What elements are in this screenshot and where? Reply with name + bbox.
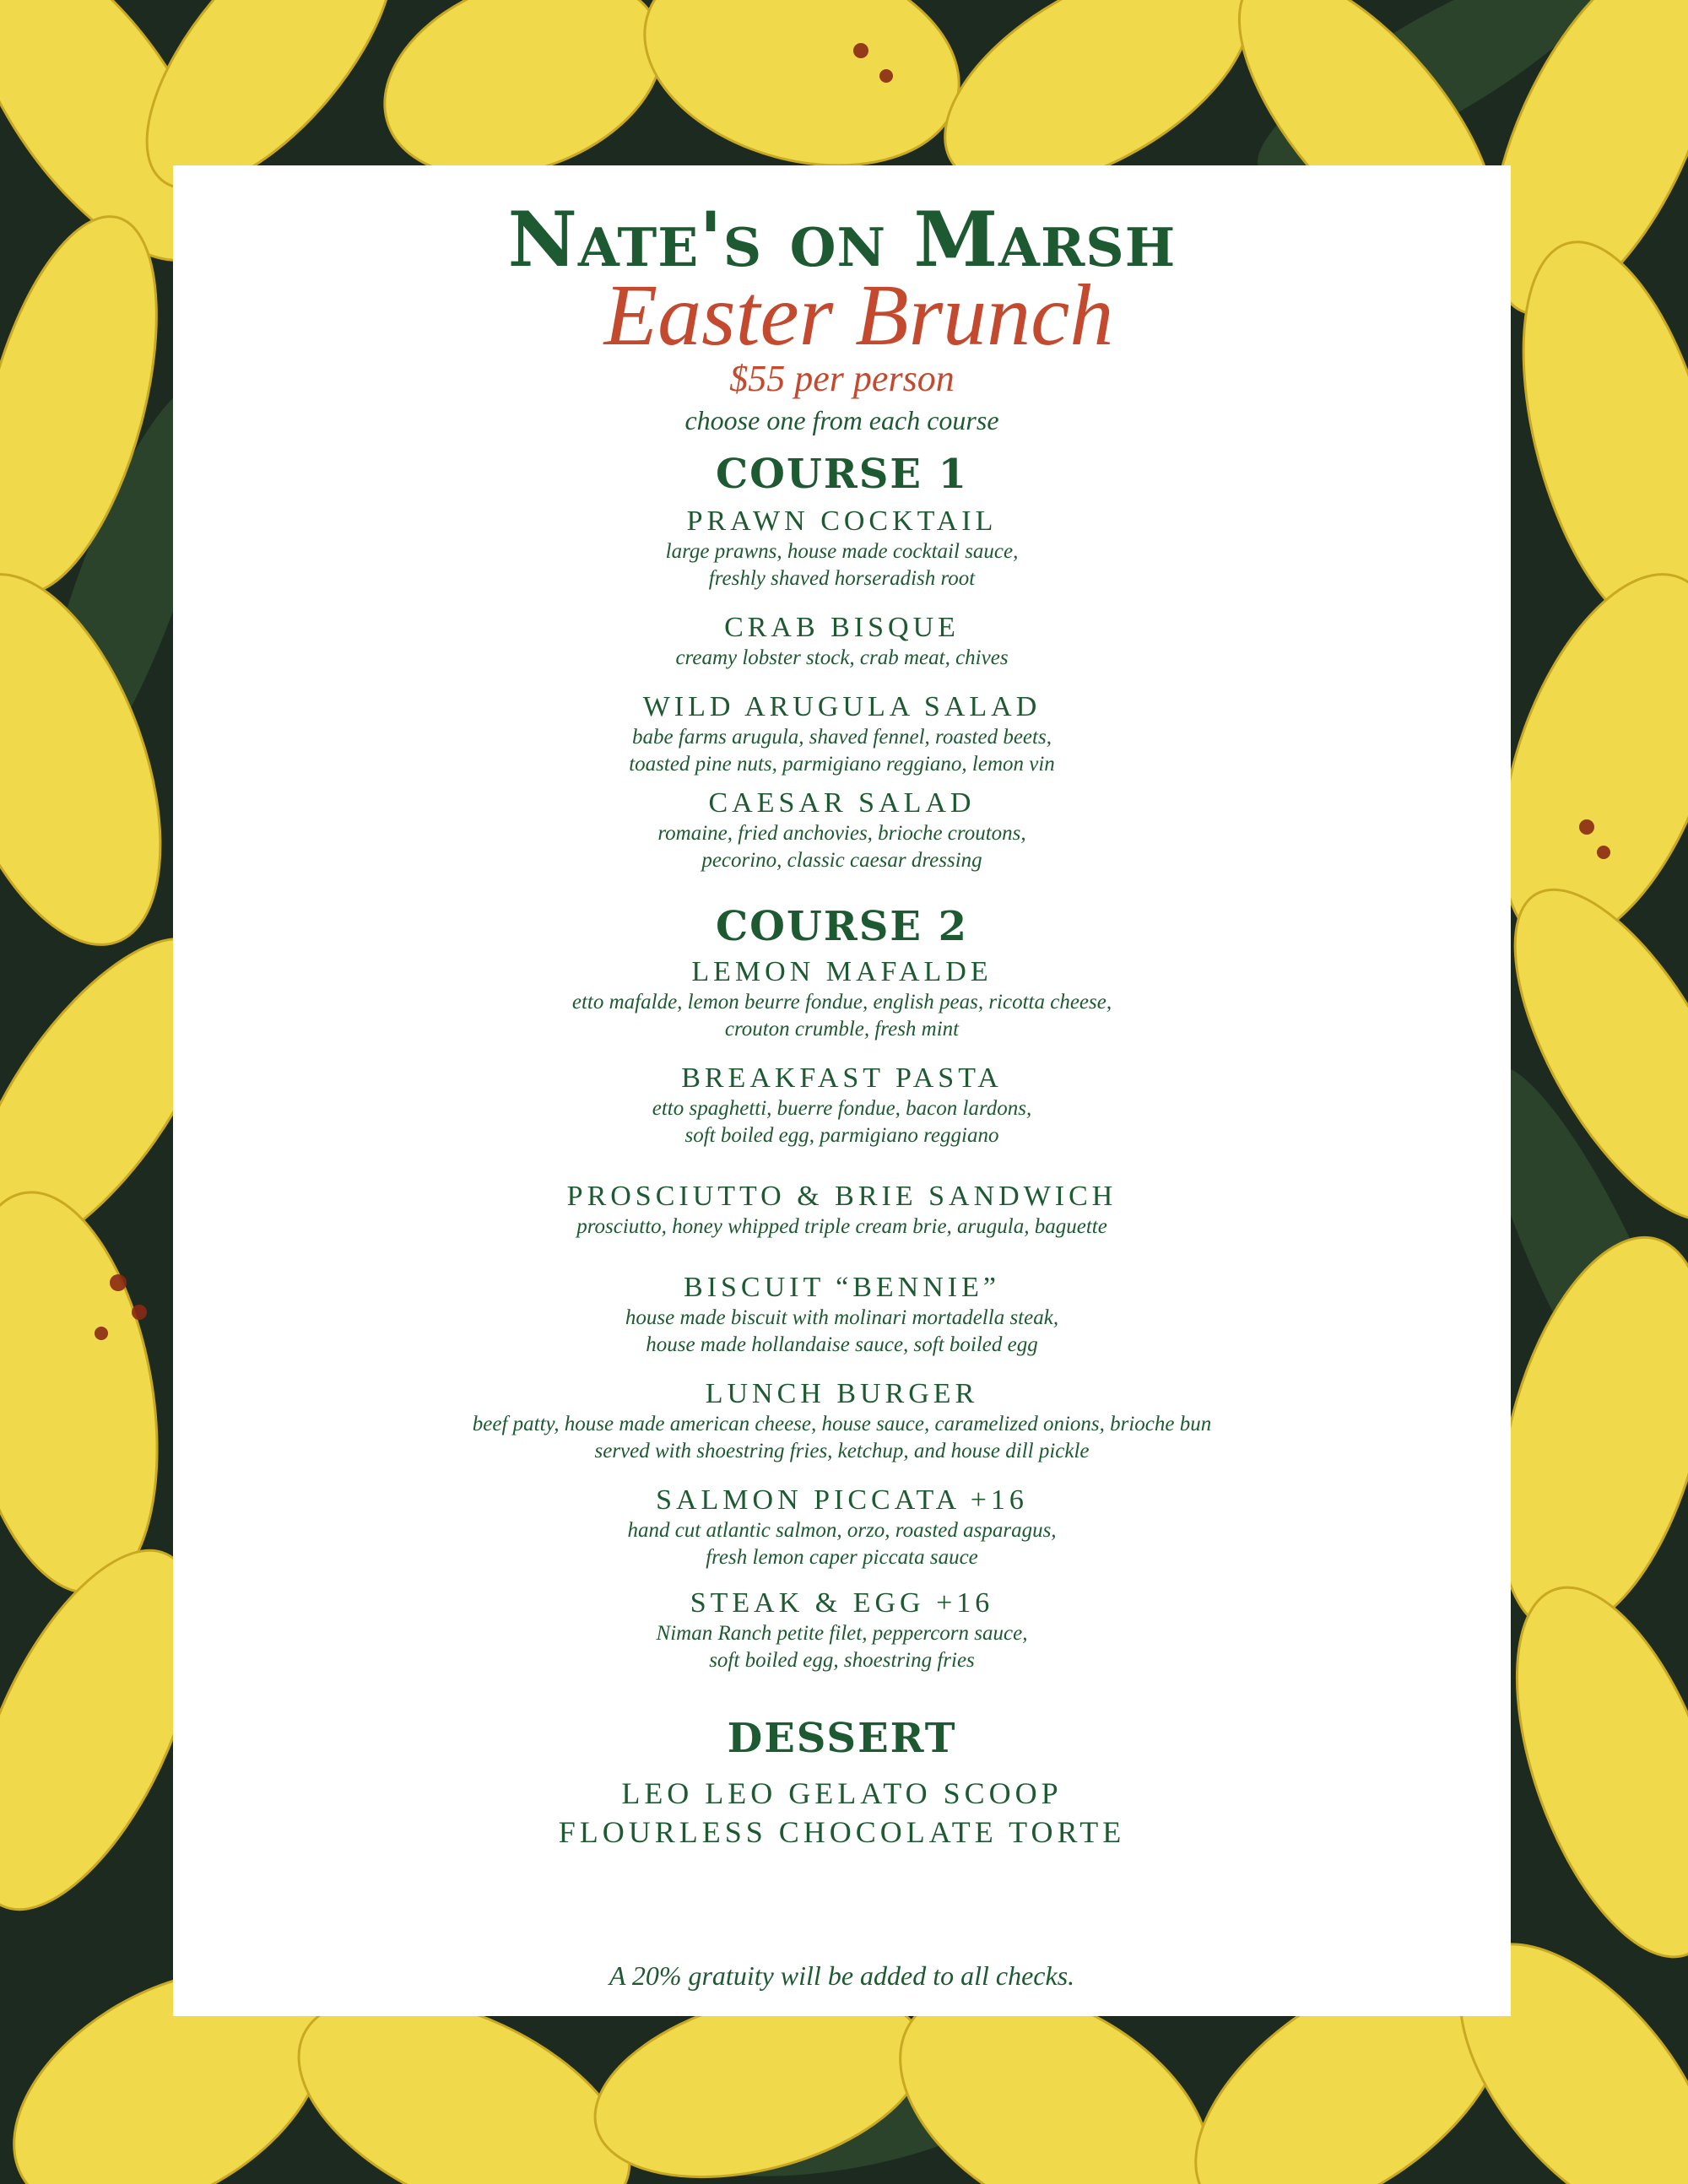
menu-item-desc: Niman Ranch petite filet, peppercorn sauce, [656, 1622, 1028, 1645]
menu-item-desc: etto spaghetti, buerre fondue, bacon lardons, [652, 1097, 1032, 1120]
menu-item-desc: romaine, fried anchovies, brioche croutons, [657, 822, 1026, 845]
course-1-title: COURSE 1 [715, 451, 969, 498]
event-title: Easter Brunch [603, 267, 1114, 364]
dessert-item-name: LEO LEO GELATO SCOOP [621, 1776, 1063, 1810]
menu-item-desc: etto mafalde, lemon beurre fondue, english peas, ricotta cheese, [571, 991, 1112, 1014]
menu-item-name: BREAKFAST PASTA [681, 1062, 1003, 1094]
gratuity-note: A 20% gratuity will be added to all checks. [609, 1960, 1075, 1991]
menu-item-name: PRAWN COCKTAIL [686, 505, 998, 537]
menu-item-name: SALMON PICCATA +16 [656, 1484, 1028, 1516]
menu-item-desc: hand cut atlantic salmon, orzo, roasted asparagus, [627, 1519, 1057, 1542]
menu-item-name: WILD ARUGULA SALAD [642, 691, 1041, 722]
menu-item-desc: crouton crumble, fresh mint [724, 1018, 960, 1041]
menu-item-desc: freshly shaved horseradish root [708, 567, 976, 590]
menu-item-desc: large prawns, house made cocktail sauce, [665, 540, 1019, 563]
menu-item-desc: toasted pine nuts, parmigiano reggiano, lemon vin [629, 753, 1055, 776]
menu-item-desc: beef patty, house made american cheese, house sauce, caramelized onions, brioche bun [472, 1413, 1212, 1435]
menu-item-desc: house made hollandaise sauce, soft boiled egg [646, 1333, 1038, 1356]
menu-item-name: LEMON MAFALDE [691, 956, 993, 987]
menu-item-desc: creamy lobster stock, crab meat, chives [675, 646, 1009, 669]
menu-item-desc: house made biscuit with molinari mortadella steak, [625, 1306, 1059, 1329]
menu-item-desc: fresh lemon caper piccata sauce [706, 1546, 978, 1569]
restaurant-title: Nate's on Marsh [507, 195, 1177, 284]
dessert-item-name: FLOURLESS CHOCOLATE TORTE [558, 1815, 1126, 1849]
menu-item-name: BISCUIT “BENNIE” [684, 1272, 1000, 1303]
menu-item-desc: babe farms arugula, shaved fennel, roasted beets, [632, 726, 1052, 749]
menu-item-name: STEAK & EGG +16 [690, 1587, 994, 1619]
course-2-title: COURSE 2 [715, 903, 969, 950]
menu-item-desc: served with shoestring fries, ketchup, and house dill pickle [594, 1440, 1090, 1462]
menu-item-desc: soft boiled egg, parmigiano reggiano [684, 1124, 999, 1147]
menu-item-desc: pecorino, classic caesar dressing [701, 849, 982, 872]
price-per-person: $55 per person [729, 358, 955, 399]
dessert-title: DESSERT [727, 1715, 957, 1762]
menu-item-name: LUNCH BURGER [705, 1378, 979, 1409]
menu-item-name: PROSCIUTTO & BRIE SANDWICH [566, 1181, 1117, 1212]
menu-card [173, 165, 1511, 2016]
menu-item-name: CAESAR SALAD [708, 787, 976, 819]
menu-item-name: CRAB BISQUE [724, 612, 960, 643]
course-instruction: choose one from each course [684, 405, 999, 435]
menu-item-desc: soft boiled egg, shoestring fries [709, 1649, 975, 1672]
menu-item-desc: prosciutto, honey whipped triple cream brie, arugula, baguette [576, 1215, 1107, 1238]
